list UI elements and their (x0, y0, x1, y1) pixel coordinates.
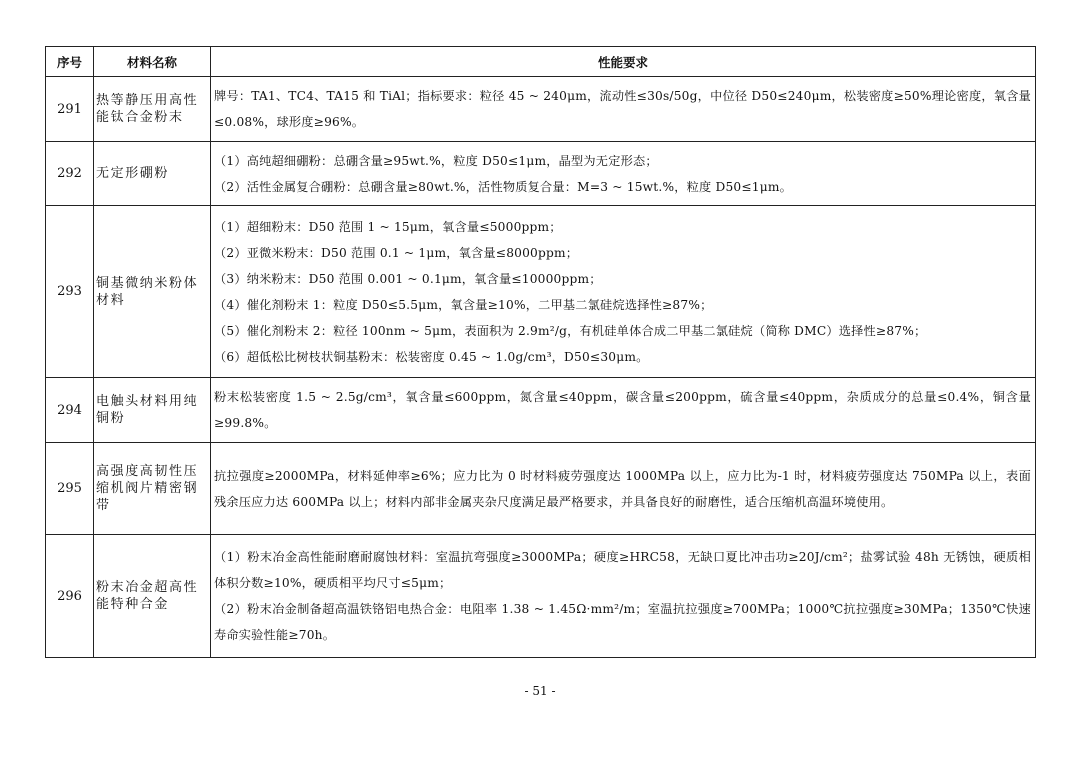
material-name: 粉末冶金超高性能特种合金 (94, 535, 211, 658)
row-number: 294 (46, 378, 94, 443)
requirement-line: （5）催化剂粉末 2：粒径 100nm ~ 5μm，表面积为 2.9m²/g，有机硅单体合成二甲基二氯硅烷（简称 DMC）选择性≥87%； (214, 323, 927, 338)
requirement-line: （1）高纯超细硼粉：总硼含量≥95wt.%，粒度 D50≤1μm，晶型为无定形态； (214, 153, 658, 168)
table-row (46, 535, 1036, 658)
material-name: 铜基微纳米粉体材料 (94, 206, 211, 378)
table-row (46, 77, 1036, 142)
material-name: 热等静压用高性能钛合金粉末 (94, 77, 211, 142)
requirements (211, 378, 1036, 443)
requirement-line: 抗拉强度≥2000MPa，材料延伸率≥6%；应力比为 0 时材料疲劳强度达 1000MPa 以上，应力比为-1 时，材料疲劳强度达 750MPa 以上，表面残余压应力达 600MPa 以上；材料内部非金属夹杂尺度满足最严格要求，并具备良好的耐磨性，适合压缩机高温环境使用。 (214, 468, 1031, 509)
table-row (46, 378, 1036, 443)
material-name: 无定形硼粉 (94, 142, 211, 206)
requirement-line: （1）粉末冶金高性能耐磨耐腐蚀材料：室温抗弯强度≥3000MPa；硬度≥HRC58，无缺口夏比冲击功≥20J/cm²；盐雾试验 48h 无锈蚀，硬质相体积分数≥10%，硬质相平均尺寸≤5μm； (214, 550, 1031, 590)
requirement-line: （3）纳米粉末：D50 范围 0.001 ~ 0.1μm，氧含量≤10000ppm； (214, 271, 602, 286)
header-no: 序号 (46, 47, 94, 77)
row-number: 296 (46, 535, 94, 658)
table-row (46, 443, 1036, 535)
table-row (46, 142, 1036, 206)
material-name: 电触头材料用纯铜粉 (94, 378, 211, 443)
page-number: - 51 - (524, 684, 556, 698)
requirements (211, 142, 1036, 206)
row-number: 292 (46, 142, 94, 206)
header-requirements: 性能要求 (211, 47, 1036, 77)
requirement-line: （2）活性金属复合硼粉：总硼含量≥80wt.%，活性物质复合量：M=3 ~ 15wt.%，粒度 D50≤1μm。 (214, 179, 793, 194)
requirement-line: 牌号：TA1、TC4、TA15 和 TiAl；指标要求：粒径 45 ~ 240μm，流动性≤30s/50g，中位径 D50≤240μm，松装密度≥50%理论密度，氧含量≤0.08%，球形度≥96%。 (214, 89, 1031, 129)
row-number: 293 (46, 206, 94, 378)
requirements (211, 77, 1036, 142)
row-number: 291 (46, 77, 94, 142)
requirement-line: （6）超低松比树枝状铜基粉末：松装密度 0.45 ~ 1.0g/cm³，D50≤30μm。 (214, 349, 649, 364)
requirement-line: （4）催化剂粉末 1：粒度 D50≤5.5μm，氧含量≥10%，二甲基二氯硅烷选择性≥87%； (214, 297, 713, 312)
table-header-row (46, 47, 1036, 77)
requirement-line: 粉末松装密度 1.5 ~ 2.5g/cm³，氧含量≤600ppm，氮含量≤40ppm，碳含量≤200ppm，硫含量≤40ppm，杂质成分的总量≤0.4%，铜含量≥99.8%。 (214, 390, 1031, 430)
requirement-line: （2）粉末冶金制备超高温铁铬铝电热合金：电阻率 1.38 ~ 1.45Ω·mm²/m；室温抗拉强度≥700MPa；1000℃抗拉强度≥30MPa；1350℃快速寿命实验性能≥70h。 (214, 602, 1031, 642)
requirements (211, 206, 1036, 378)
requirement-line: （2）亚微米粉末：D50 范围 0.1 ~ 1μm，氧含量≤8000ppm； (214, 245, 579, 260)
material-name: 高强度高韧性压缩机阀片精密钢带 (94, 443, 211, 535)
table-row (46, 206, 1036, 378)
spec-table (45, 46, 1036, 658)
requirements (211, 535, 1036, 658)
header-material-name: 材料名称 (94, 47, 211, 77)
row-number: 295 (46, 443, 94, 535)
requirement-line: （1）超细粉末：D50 范围 1 ~ 15μm，氧含量≤5000ppm； (214, 219, 562, 234)
requirements (211, 443, 1036, 535)
